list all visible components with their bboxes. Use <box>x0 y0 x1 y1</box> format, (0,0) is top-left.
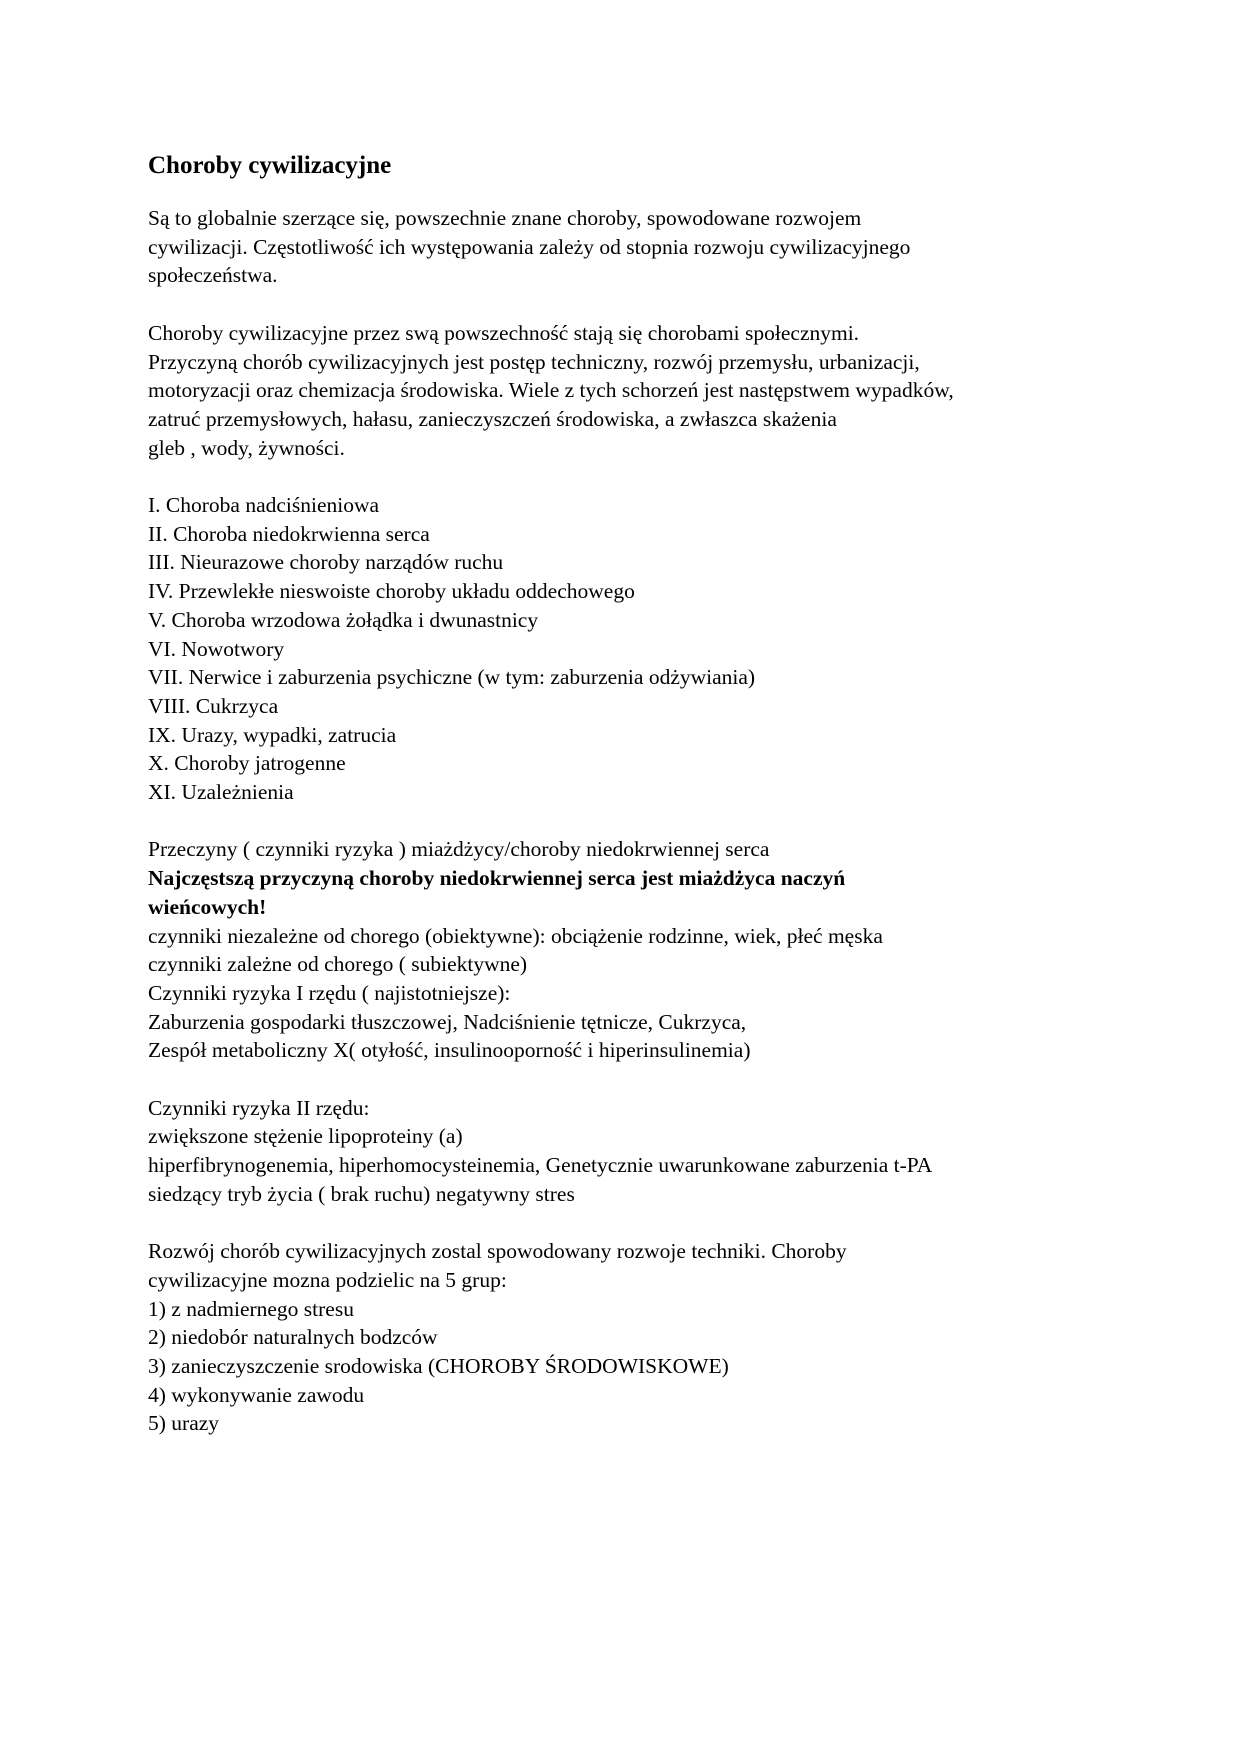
document-title: Choroby cywilizacyjne <box>148 152 392 179</box>
list-item: IV. Przewlekłe nieswoiste choroby układu oddechowego <box>148 579 635 604</box>
groups-item: 4) wykonywanie zawodu <box>148 1382 365 1407</box>
risk-factor-line: Czynniki ryzyka I rzędu ( najistotniejsze): <box>148 980 511 1005</box>
causes-line: motoryzacji oraz chemizacja środowiska. Wiele z tych schorzeń jest następstwem wypadków, <box>148 378 954 403</box>
list-item: IX. Urazy, wypadki, zatrucia <box>148 722 397 747</box>
intro-line: społeczeństwa. <box>148 263 278 288</box>
causes-line: Choroby cywilizacyjne przez swą powszechność stają się chorobami społecznymi. <box>148 320 860 345</box>
groups-line: Rozwój chorób cywilizacyjnych zostal spowodowany rozwoje techniki. Choroby <box>148 1239 847 1264</box>
groups-line: cywilizacyjne mozna podzielic na 5 grup: <box>148 1267 507 1292</box>
key-statement-line: Najczęstszą przyczyną choroby niedokrwiennej serca jest miażdżyca naczyń <box>148 866 846 891</box>
key-statement-line: wieńcowych! <box>148 894 267 919</box>
second-order-line: Czynniki ryzyka II rzędu: <box>148 1095 370 1120</box>
groups-item: 2) niedobór naturalnych bodzców <box>148 1325 438 1350</box>
second-order-line: siedzący tryb życia ( brak ruchu) negatywny stres <box>148 1181 575 1206</box>
intro-paragraph <box>148 204 1108 290</box>
list-item: VI. Nowotwory <box>148 636 285 661</box>
risk-factor-line: Zaburzenia gospodarki tłuszczowej, Nadciśnienie tętnicze, Cukrzyca, <box>148 1009 747 1034</box>
second-order-section <box>148 1094 1108 1209</box>
list-item: X. Choroby jatrogenne <box>148 751 346 776</box>
second-order-line: hiperfibrynogenemia, hiperhomocysteinemia, Genetycznie uwarunkowane zaburzenia t-PA <box>148 1153 933 1178</box>
document-page <box>148 148 1108 1467</box>
causes-line: zatruć przemysłowych, hałasu, zanieczyszczeń środowiska, a zwłaszca skażenia <box>148 406 837 431</box>
causes-line: Przyczyną chorób cywilizacyjnych jest postęp techniczny, rozwój przemysłu, urbanizacji, <box>148 349 920 374</box>
list-item: VII. Nerwice i zaburzenia psychiczne (w tym: zaburzenia odżywiania) <box>148 665 756 690</box>
intro-line: Są to globalnie szerzące się, powszechnie znane choroby, spowodowane rozwojem <box>148 206 862 230</box>
causes-line: gleb , wody, żywności. <box>148 435 345 460</box>
list-item: II. Choroba niedokrwienna serca <box>148 521 430 546</box>
intro-line: cywilizacji. Częstotliwość ich występowania zależy od stopnia rozwoju cywilizacyjnego <box>148 234 911 259</box>
groups-item: 3) zanieczyszczenie srodowiska (CHOROBY ŚRODOWISKOWE) <box>148 1354 729 1379</box>
risk-factor-line: Zespół metaboliczny X( otyłość, insulinooporność i hiperinsulinemia) <box>148 1038 751 1063</box>
list-item: XI. Uzależnienia <box>148 780 294 805</box>
groups-section <box>148 1237 1108 1438</box>
second-order-line: zwiększone stężenie lipoproteiny (a) <box>148 1124 463 1149</box>
risk-factor-line: czynniki zależne od chorego ( subiektywne) <box>148 952 528 977</box>
groups-item: 5) urazy <box>148 1411 220 1436</box>
risk-factors-section <box>148 835 1108 1065</box>
disease-list <box>148 491 1108 807</box>
list-item: I. Choroba nadciśnieniowa <box>148 493 380 517</box>
list-item: VIII. Cukrzyca <box>148 693 279 718</box>
list-item: V. Choroba wrzodowa żołądka i dwunastnicy <box>148 607 539 632</box>
causes-paragraph <box>148 319 1108 463</box>
list-item: III. Nieurazowe choroby narządów ruchu <box>148 550 504 575</box>
risk-factors-heading: Przeczyny ( czynniki ryzyka ) miażdżycy/choroby niedokrwiennej serca <box>148 837 770 862</box>
groups-item: 1) z nadmiernego stresu <box>148 1296 354 1321</box>
risk-factor-line: czynniki niezależne od chorego (obiektywne): obciążenie rodzinne, wiek, płeć męska <box>148 923 883 948</box>
